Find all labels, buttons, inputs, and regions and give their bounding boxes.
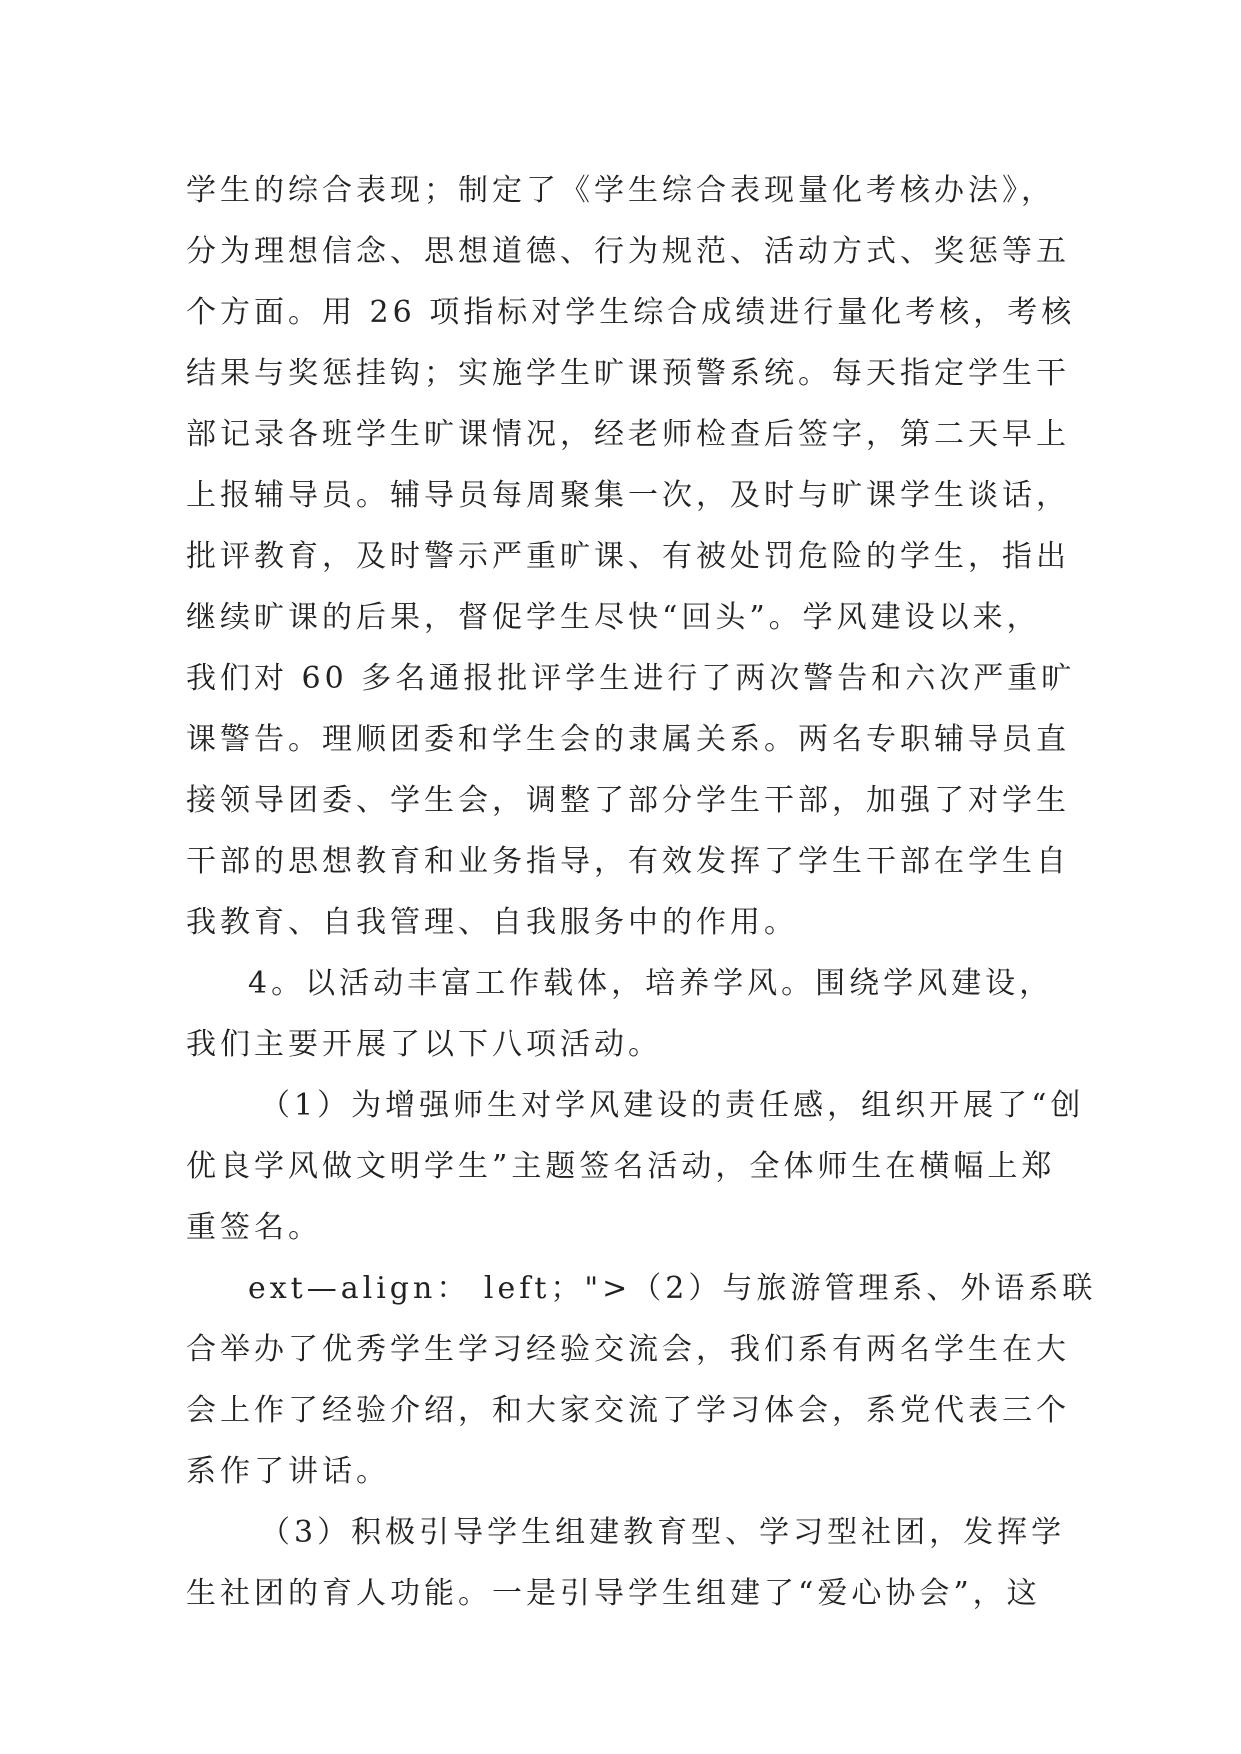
text-line: 4。以活动丰富工作载体，培养学风。围绕学风建设， [248,966,1054,1001]
text-line: 生社团的育人功能。一是引导学生组建了“爱心协会”，这 [186,1576,1041,1611]
text-line: 我们主要开展了以下八项活动。 [186,1027,662,1062]
text-line: 系作了讲话。 [186,1454,390,1489]
text-line: 部记录各班学生旷课情况，经老师检查后签字，第二天早上 [186,417,1070,452]
paragraph-activity-3 [186,1502,1066,1624]
text-line: 继续旷课的后果，督促学生尽快“回头”。学风建设以来， [186,600,1041,635]
document-body [186,160,1097,1624]
text-line: 合举办了优秀学生学习经验交流会，我们系有两名学生在大 [186,1332,1070,1367]
text-line: 结果与奖惩挂钩；实施学生旷课预警系统。每天指定学生干 [186,356,1070,391]
text-line: 课警告。理顺团委和学生会的隶属关系。两名专职辅导员直 [186,722,1070,757]
paragraph-activity-1 [186,1075,1085,1258]
text-line: 重签名。 [186,1210,322,1245]
paragraph-activities-intro [186,953,1066,1075]
text-line: 上报辅导员。辅导员每周聚集一次，及时与旷课学生谈话， [186,478,1070,513]
text-line: 分为理想信念、思想道德、行为规范、活动方式、奖惩等五 [186,234,1070,269]
text-line: ext—align： left；">（2）与旅游管理系、外语系联 [248,1271,1097,1306]
text-line: 批评教育，及时警示严重旷课、有被处罚危险的学生，指出 [186,539,1070,574]
paragraph-quantified-assessment [186,160,1076,953]
text-line: 我教育、自我管理、自我服务中的作用。 [186,905,798,940]
text-line: 干部的思想教育和业务指导，有效发挥了学生干部在学生自 [186,844,1070,879]
text-line: （1）为增强师生对学风建设的责任感，组织开展了“创 [260,1088,1085,1123]
text-line: 个方面。用 26 项指标对学生综合成绩进行量化考核，考核 [186,295,1076,330]
text-line: 接领导团委、学生会，调整了部分学生干部，加强了对学生 [186,783,1070,818]
text-line: （3）积极引导学生组建教育型、学习型社团，发挥学 [260,1515,1066,1550]
text-line: 学生的综合表现；制定了《学生综合表现量化考核办法》， [186,173,1055,208]
text-line: 会上作了经验介绍，和大家交流了学习体会，系党代表三个 [186,1393,1070,1428]
text-line: 我们对 60 多名通报批评学生进行了两次警告和六次严重旷 [186,661,1076,696]
text-line: 优良学风做文明学生”主题签名活动，全体师生在横幅上郑 [186,1149,1056,1184]
paragraph-activity-2 [186,1258,1097,1502]
